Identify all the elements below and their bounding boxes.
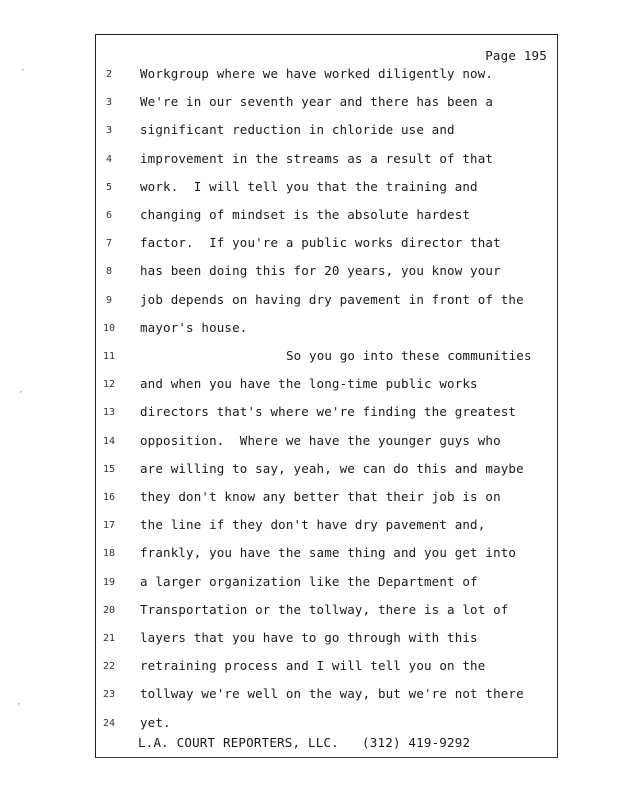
scan-speck: · (16, 700, 22, 710)
line-number: 11 (102, 351, 116, 362)
line-text: layers that you have to go through with this (140, 630, 478, 645)
line-text: has been doing this for 20 years, you know your (140, 263, 501, 279)
line-text: mayor's house. (140, 319, 248, 335)
line-text: directors that's where we're finding the greatest (140, 404, 517, 420)
transcript-line (0, 94, 619, 114)
line-text: they don't know any better that their job is on (140, 489, 501, 504)
transcript-line (0, 433, 619, 453)
transcript-line (0, 263, 619, 283)
scan-speck: · (20, 66, 26, 76)
transcript-line (0, 320, 619, 340)
transcript-line (0, 686, 619, 706)
transcript-line (0, 235, 619, 255)
line-number: 9 (105, 294, 113, 306)
transcript-line (0, 545, 619, 565)
transcript-line (0, 151, 619, 171)
line-number: 14 (102, 435, 116, 447)
line-number: 2 (105, 69, 113, 80)
transcript-line (0, 574, 619, 594)
line-text: job depends on having dry pavement in front of the (140, 291, 524, 307)
footer-reporter: L.A. COURT REPORTERS, LLC. (312) 419-9292 (138, 735, 471, 750)
line-text: tollway we're well on the way, but we're not there (140, 686, 524, 702)
line-number: 16 (102, 492, 116, 503)
line-text: and when you have the long-time public works (140, 376, 478, 392)
transcript-line (0, 517, 619, 537)
transcript-line (0, 376, 619, 396)
page-number: Page 195 (485, 48, 547, 63)
line-number: 8 (105, 266, 113, 278)
transcript-line (0, 489, 619, 509)
line-text: So you go into these communities (286, 348, 532, 363)
line-number: 23 (102, 689, 116, 701)
transcript-line (0, 630, 619, 650)
line-number: 3 (105, 125, 113, 137)
line-number: 6 (105, 210, 113, 221)
line-text: changing of mindset is the absolute hardest (140, 207, 471, 222)
line-text: opposition. Where we have the younger guys who (140, 432, 501, 448)
scan-speck: · (18, 388, 24, 398)
line-number: 19 (102, 576, 116, 588)
transcript-line (0, 207, 619, 227)
line-text: the line if they don't have dry pavement and, (140, 517, 486, 533)
transcript-line (0, 122, 619, 142)
line-number: 18 (102, 548, 116, 560)
transcript-line (0, 66, 619, 86)
line-text: work. I will tell you that the training and (140, 178, 478, 194)
transcript-line (0, 404, 619, 424)
line-number: 21 (102, 633, 116, 644)
transcript-line (0, 658, 619, 678)
line-number: 12 (102, 379, 116, 391)
line-number: 3 (105, 97, 113, 109)
transcript-line (0, 461, 619, 481)
transcript-line (0, 179, 619, 199)
line-number: 24 (102, 717, 116, 729)
line-number: 15 (102, 463, 116, 475)
line-text: improvement in the streams as a result of that (140, 150, 494, 166)
transcript-line (0, 715, 619, 735)
transcript-line (0, 292, 619, 312)
line-text: significant reduction in chloride use and (140, 122, 455, 138)
line-number: 7 (105, 238, 113, 250)
line-number: 17 (102, 520, 116, 532)
line-text: are willing to say, yeah, we can do this and maybe (140, 460, 524, 476)
line-number: 20 (102, 604, 116, 616)
line-number: 10 (102, 322, 116, 334)
line-text: Workgroup where we have worked diligently now. (140, 66, 494, 81)
line-text: a larger organization like the Department of (140, 573, 478, 589)
line-text: factor. If you're a public works director that (140, 235, 501, 251)
line-text: Transportation or the tollway, there is a lot of (140, 601, 509, 617)
line-text: frankly, you have the same thing and you get into (140, 545, 517, 561)
line-number: 13 (102, 407, 116, 419)
line-number: 5 (105, 181, 113, 193)
line-text: retraining process and I will tell you on the (140, 658, 486, 674)
line-number: 4 (105, 153, 113, 165)
line-text: yet. (140, 714, 171, 730)
transcript-line (0, 602, 619, 622)
transcript-line (0, 348, 619, 368)
line-text: We're in our seventh year and there has been a (140, 94, 494, 110)
line-number: 22 (102, 661, 116, 673)
